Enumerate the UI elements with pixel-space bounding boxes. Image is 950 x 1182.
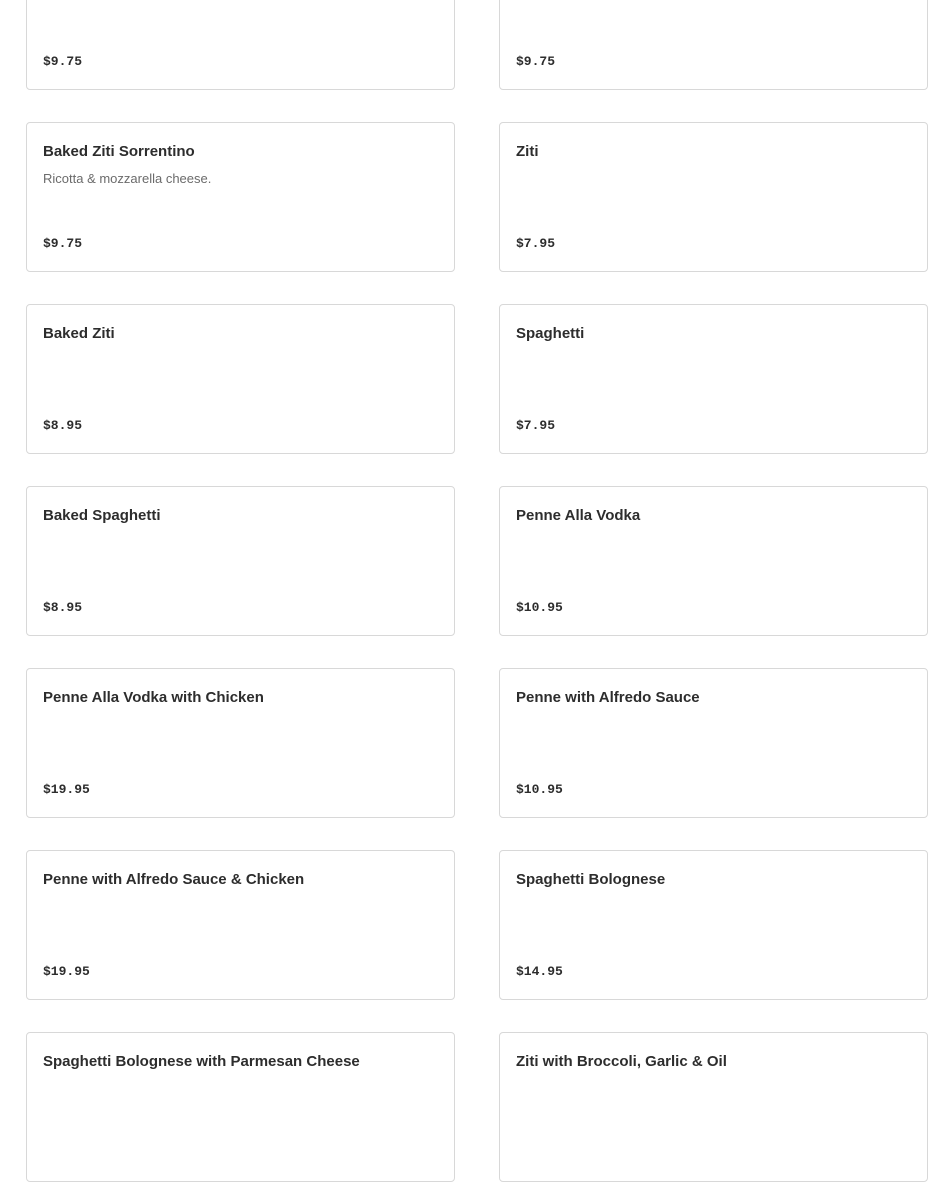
menu-item-card[interactable]: [26, 668, 455, 818]
menu-item-price: $8.95: [43, 418, 83, 433]
menu-item-name: Spaghetti: [516, 325, 585, 342]
menu-item-card[interactable]: [26, 304, 455, 454]
menu-item-card[interactable]: [26, 1032, 455, 1182]
menu-item-price: $10.95: [516, 600, 563, 615]
menu-item-name: Ziti: [516, 143, 539, 160]
menu-item-price: $10.95: [516, 782, 563, 797]
menu-item-card[interactable]: [26, 0, 455, 90]
menu-item-price: $19.95: [43, 782, 90, 797]
menu-item-description: Ricotta & mozzarella cheese.: [43, 171, 212, 186]
menu-item-card[interactable]: [499, 304, 928, 454]
menu-item-card[interactable]: [499, 0, 928, 90]
menu-item-name: Penne with Alfredo Sauce & Chicken: [43, 871, 305, 888]
menu-item-price: $14.95: [516, 964, 563, 979]
menu-item-name: Spaghetti Bolognese with Parmesan Cheese: [43, 1053, 360, 1070]
menu-item-name: Baked Spaghetti: [43, 507, 161, 524]
menu-item-name: Baked Ziti Sorrentino: [43, 143, 195, 160]
menu-item-price: $7.95: [516, 236, 556, 251]
menu-item-name: Spaghetti Bolognese: [516, 871, 666, 888]
menu-item-grid: [26, 0, 928, 1182]
menu-item-card[interactable]: [499, 850, 928, 1000]
menu-item-name: Ziti with Broccoli, Garlic & Oil: [516, 1053, 727, 1070]
menu-item-name: Penne with Alfredo Sauce: [516, 689, 700, 706]
menu-item-price: $9.75: [516, 54, 556, 69]
menu-item-price: $8.95: [43, 600, 83, 615]
menu-item-name: Penne Alla Vodka with Chicken: [43, 689, 264, 706]
menu-item-name: Penne Alla Vodka: [516, 507, 641, 524]
menu-item-card[interactable]: [26, 486, 455, 636]
menu-item-price: $19.95: [43, 964, 90, 979]
menu-item-price: $7.95: [516, 418, 556, 433]
menu-item-price: $9.75: [43, 54, 83, 69]
menu-item-card[interactable]: [26, 850, 455, 1000]
menu-item-card[interactable]: [499, 122, 928, 272]
menu-item-card[interactable]: [499, 1032, 928, 1182]
menu-item-card[interactable]: [499, 486, 928, 636]
menu-item-card[interactable]: [26, 122, 455, 272]
menu-item-name: Baked Ziti: [43, 325, 115, 342]
menu-item-card[interactable]: [499, 668, 928, 818]
menu-item-price: $9.75: [43, 236, 83, 251]
